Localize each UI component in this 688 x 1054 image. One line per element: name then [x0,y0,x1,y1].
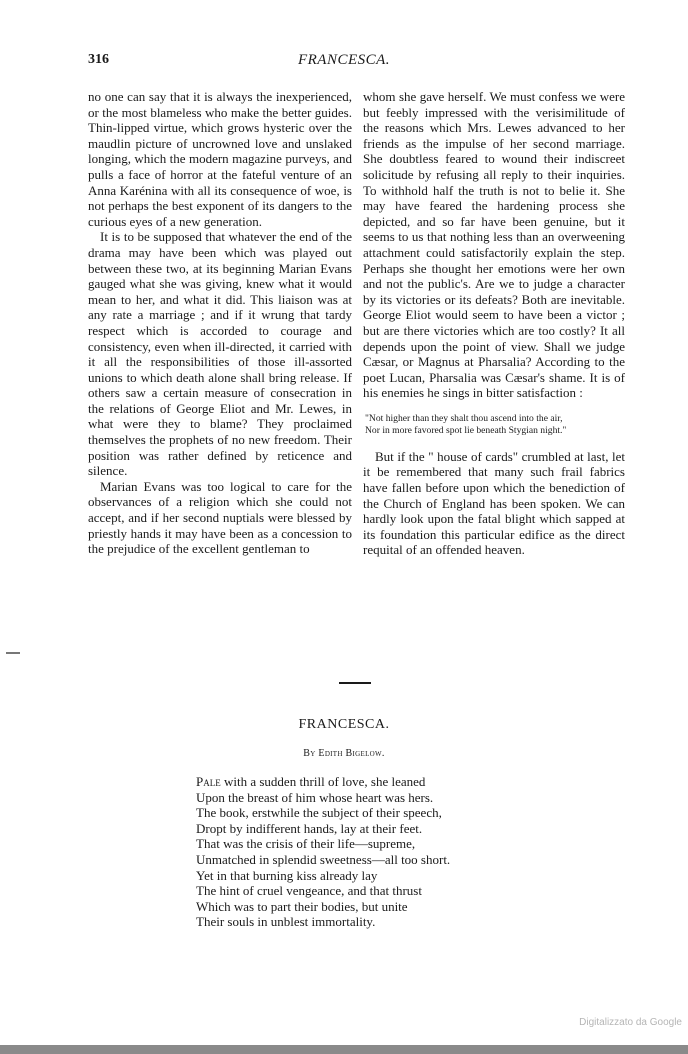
right-column [363,89,625,558]
poem-body [196,774,536,930]
poem-line: Yet in that burning kiss already lay [196,867,378,883]
paragraph: It is to be supposed that whatever the end of the drama may have been which was played out between these two, at its beginning Marian Evans gauged what she was giving, knew what it would mean to her, and what it did. This liaison was at any rate a marriage ; and if it wrung that tardy respect which is accorded to courage and consistency, even when ill-directed, it carried with it all the responsibilities of those ill-assorted unions to which death alone shall bring release. If others saw a certain measure of consecration in the relations of George Eliot and Mr. Lewes, in what were they to blame? They proclaimed themselves the prophets of no new freedom. Their position was rather defined by reticence and silence. [88,229,352,479]
poem-line [196,774,536,790]
poem-line: Unmatched in splendid sweetness—all too short. [196,851,451,867]
quote-line: "Not higher than they shalt thou ascend into the air, [365,412,563,424]
page-header [0,52,688,72]
margin-mark [6,652,20,654]
poem-title: FRANCESCA. [298,717,390,732]
poem-line: The book, erstwhile the subject of their speech, [196,805,442,821]
poem-line: Which was to part their bodies, but unite [196,898,408,914]
poem-line: The hint of cruel vengeance, and that thrust [196,883,422,899]
left-column [88,89,352,557]
poem-byline [0,748,688,759]
section-separator [339,682,371,684]
verse-quotation [365,413,625,437]
paragraph: Marian Evans was too logical to care for the observances of a religion which she could not accept, and if her second nuptials were blessed by priestly hands it may have been as a concession to the prejudice of the excellent gentleman to [88,478,352,557]
quote-line: Nor in more favored spot lie beneath Stygian night." [365,424,567,436]
poem-first-line-rest: with a sudden thrill of love, she leaned [220,774,426,789]
poem-line: Upon the breast of him whose heart was hers. [196,789,434,805]
bottom-bar [0,1045,688,1054]
poem-first-word: Pale [196,774,221,789]
page-number: 316 [88,52,109,67]
poem-line: Their souls in unblest immortality. [196,914,376,930]
paragraph: no one can say that it is always the inexperienced, or the most blameless who make the better guides. Thin-lipped virtue, which grows hysteric over the maudlin picture of uncrowned love and unslaked longing, which the modern magazine purveys, and pulls a face of horror at the fateful venture of an Anna Karénina with all its consequence of woe, is not perhaps the best exponent of its dangers to the curious eyes of a new generation. [88,89,352,229]
running-title: FRANCESCA. [297,52,391,68]
byline-text: By Edith Bigelow. [303,748,385,759]
poem-line: That was the crisis of their life—supreme, [196,836,416,852]
paragraph: But if the " house of cards" crumbled at last, let it be remembered that many such frail fabrics have fallen before upon which the benediction of the Church of England has been spoken. We can hardly look upon the fatal blight which sapped at its foundation this particular edifice as the direct requital of an offended heaven. [363,448,625,558]
digitization-watermark: Digitalizzato da Google [579,1017,682,1028]
poem-line: Dropt by indifferent hands, lay at their feet. [196,820,423,836]
paragraph: whom she gave herself. We must confess we were but feebly impressed with the verisimilitude of the reasons which Mrs. Lewes advanced to her friends as the impulse of her second marriage. She doubtless feared to wound their indiscreet solicitude by refusing all reply to their inquiries. To withhold half the truth is not to belie it. She may have feared the hardening process she depicted, and so far have been genuine, but it seems to us that nothing less than an overweening attachment could satisfactorily explain the step. Perhaps she thought her emotions were her own and not the public's. Are we to judge a character by its victories or its defeats? Both are inevitable. George Eliot would seem to have been a victor ; but are there victories which are too costly? It all depends upon the point of view. Shall we judge Cæsar, or Magnus at Pharsalia? According to the poet Lucan, Pharsalia was Cæsar's shame. It is of his enemies he sings in bitter satisfaction : [363,89,625,401]
